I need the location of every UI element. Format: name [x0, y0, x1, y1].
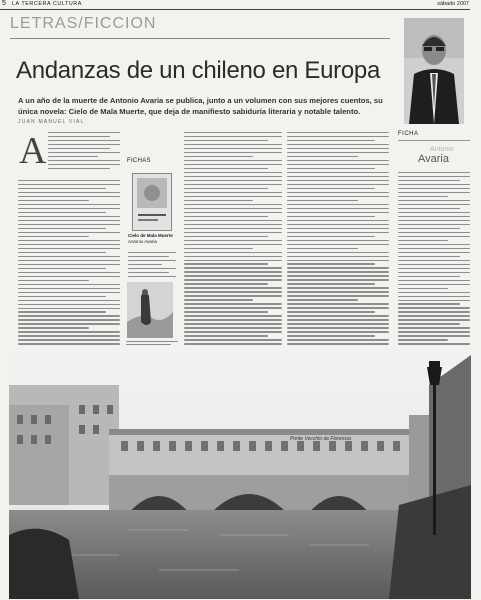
book-author-text: Antonio Avaria — [128, 239, 157, 244]
ponte-vecchio-photo — [9, 345, 471, 599]
text-column-1 — [48, 132, 120, 177]
top-rule — [0, 9, 470, 10]
publication-name: LA TERCERA CULTURA — [12, 1, 82, 7]
inset-label: FICHAS — [127, 158, 151, 164]
author-portrait — [404, 18, 464, 124]
ficha-name: Avaria — [418, 153, 449, 165]
inset-illustration — [127, 282, 173, 338]
article-title: Andanzas de un chileno en Europa — [16, 57, 381, 84]
ficha-label: FICHA — [398, 131, 419, 137]
top-strip — [0, 0, 481, 10]
photo-caption: Ponte Vecchio de Florencia — [290, 436, 351, 442]
section-rule — [10, 38, 390, 39]
book-cover — [132, 173, 172, 231]
drop-cap: A — [19, 130, 47, 172]
article-byline: JUAN MANUEL VIAL — [18, 119, 85, 125]
article-lede: A un año de la muerte de Antonio Avaria se publica, junto a un volumen con sus mejores cuentos, su única novela: Cielo de Mala Muerte, que deja de manifiesto sabiduría literaria y notable talento. — [18, 96, 383, 116]
ficha-rule — [398, 140, 470, 141]
ficha-kicker: Antonio — [430, 146, 454, 153]
issue-date: sábado 2007 — [437, 1, 469, 7]
section-title: LETRAS/FICCION — [10, 15, 157, 32]
book-title — [128, 233, 180, 245]
inset-text — [128, 252, 176, 280]
page-number: 5 — [2, 0, 6, 7]
book-title-text: Cielo de Mala Muerte — [128, 233, 173, 238]
